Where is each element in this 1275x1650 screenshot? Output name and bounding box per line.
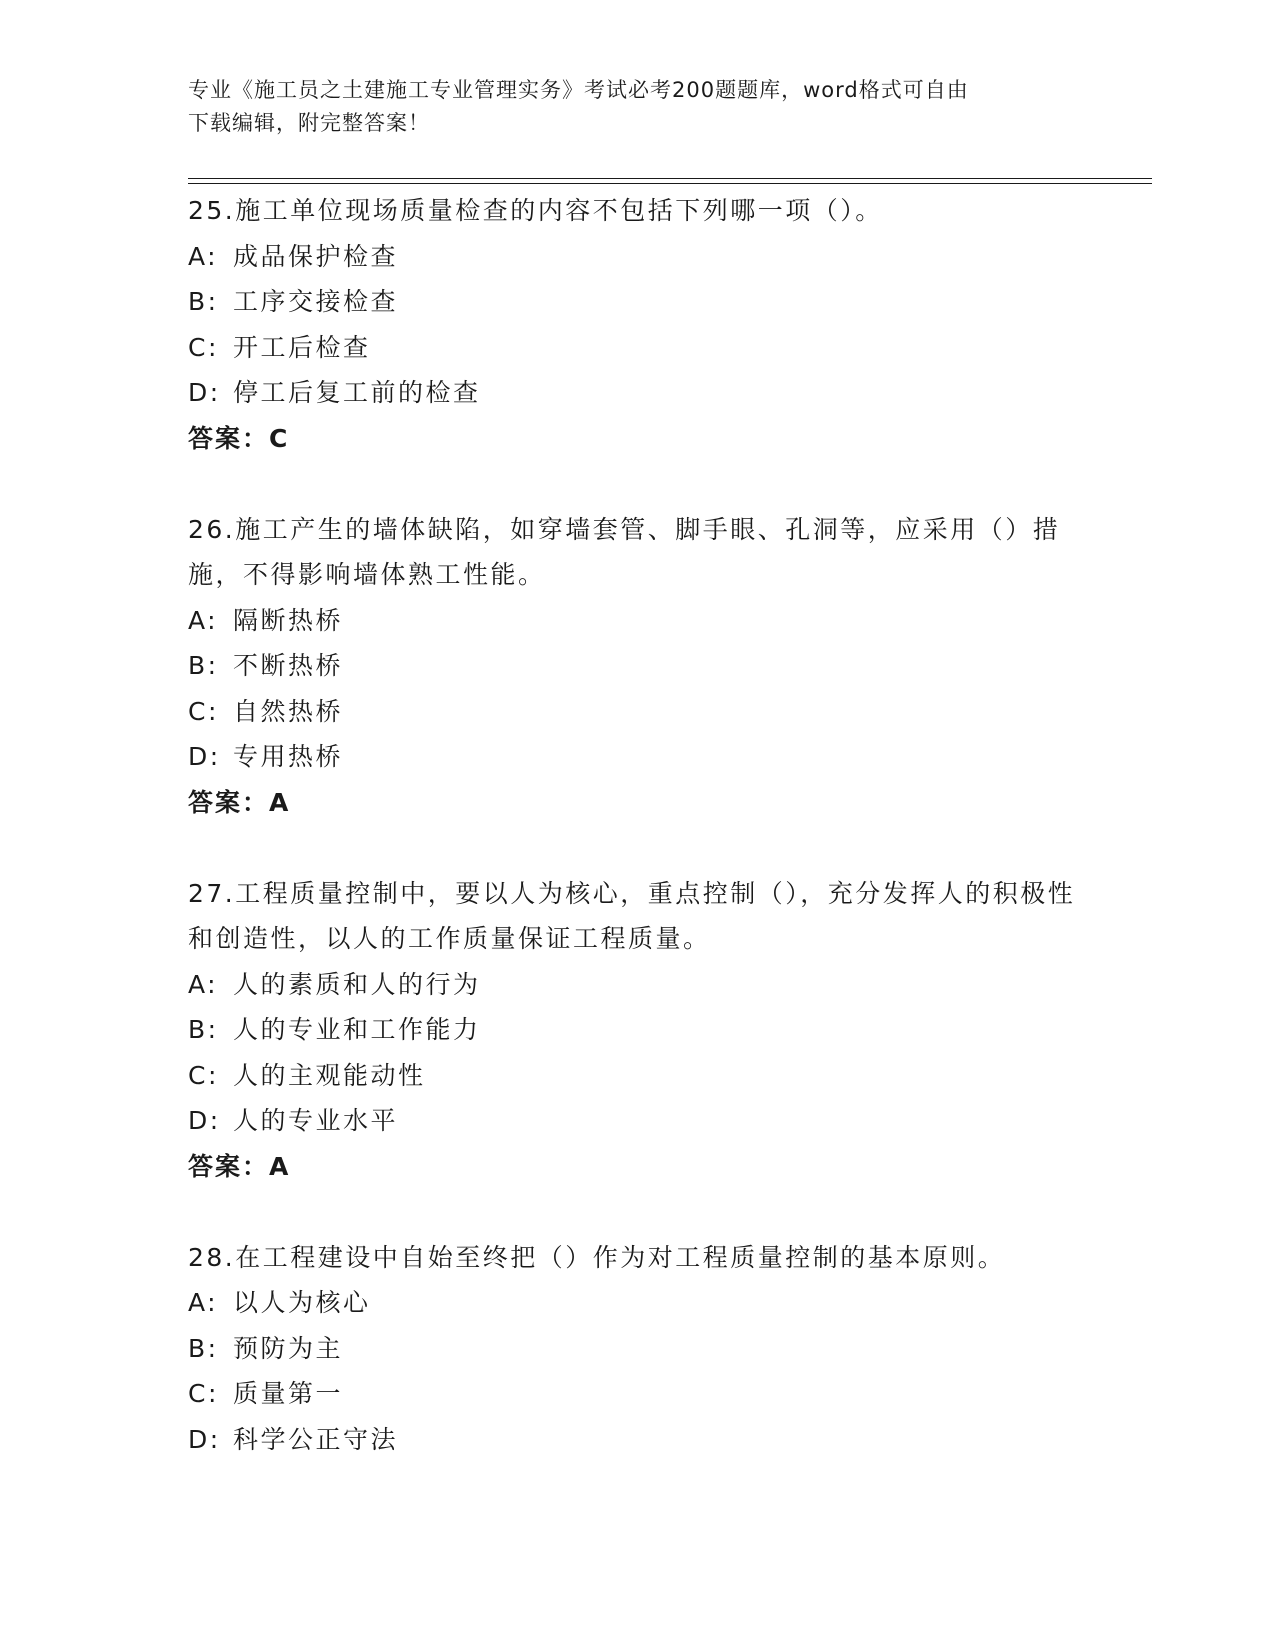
option-text: 工序交接检查 — [233, 287, 399, 316]
option-text: 成品保护检查 — [233, 241, 399, 271]
answer-line: 答案：A — [188, 787, 291, 817]
option-key: B: — [188, 287, 219, 316]
option-key: A: — [188, 241, 219, 271]
option-d — [188, 1098, 1088, 1144]
option-b — [188, 1007, 1088, 1053]
option-text: 不断热桥 — [233, 651, 344, 680]
option-d — [188, 370, 1088, 416]
option-key: C: — [188, 332, 219, 362]
option-text: 人的素质和人的行为 — [233, 969, 481, 999]
option-a — [188, 1280, 1088, 1326]
question-stem: 28.在工程建设中自始至终把（）作为对工程质量控制的基本原则。 — [188, 1242, 1006, 1272]
question-28 — [188, 1235, 1088, 1463]
option-key: C: — [188, 1379, 219, 1408]
question-list — [188, 188, 1088, 1462]
header-divider-top — [188, 178, 1152, 179]
option-text: 科学公正守法 — [233, 1424, 399, 1454]
option-a — [188, 234, 1088, 280]
question-spacer — [188, 461, 1088, 507]
option-c — [188, 325, 1088, 371]
option-text: 停工后复工前的检查 — [233, 378, 481, 407]
option-d — [188, 734, 1088, 780]
option-text: 隔断热桥 — [233, 605, 344, 635]
question-spacer — [188, 1189, 1088, 1235]
option-key: A: — [188, 605, 219, 635]
option-key: B: — [188, 651, 219, 680]
option-key: C: — [188, 1060, 219, 1090]
question-25 — [188, 188, 1088, 461]
option-a — [188, 962, 1088, 1008]
option-text: 人的专业和工作能力 — [233, 1015, 481, 1044]
option-a — [188, 598, 1088, 644]
option-text: 质量第一 — [233, 1379, 344, 1408]
option-c — [188, 1053, 1088, 1099]
option-key: D: — [188, 742, 221, 771]
option-key: B: — [188, 1015, 219, 1044]
option-text: 自然热桥 — [233, 696, 344, 726]
question-stem: 25.施工单位现场质量检查的内容不包括下列哪一项（）。 — [188, 196, 883, 225]
answer-line: 答案：A — [188, 1151, 291, 1181]
question-27 — [188, 871, 1088, 1190]
option-key: B: — [188, 1333, 219, 1363]
option-b — [188, 1326, 1088, 1372]
option-b — [188, 643, 1088, 689]
option-text: 人的专业水平 — [233, 1106, 399, 1135]
question-stem: 27.工程质量控制中，要以人为核心，重点控制（），充分发挥人的积极性和创造性，以人的工作质量保证工程质量。 — [188, 878, 1076, 953]
option-text: 专用热桥 — [233, 742, 344, 771]
question-26 — [188, 507, 1088, 826]
question-stem: 26.施工产生的墙体缺陷，如穿墙套管、脚手眼、孔洞等，应采用（）措施，不得影响墙体熟工性能。 — [188, 514, 1061, 589]
option-key: A: — [188, 1288, 219, 1317]
option-text: 预防为主 — [233, 1333, 344, 1363]
question-spacer — [188, 825, 1088, 871]
option-text: 开工后检查 — [233, 332, 371, 362]
option-key: D: — [188, 1106, 221, 1135]
option-text: 人的主观能动性 — [233, 1060, 426, 1090]
option-key: D: — [188, 1424, 221, 1454]
option-text: 以人为核心 — [233, 1288, 371, 1317]
document-header — [188, 74, 1068, 140]
option-key: C: — [188, 696, 219, 726]
header-line-2: 下载编辑，附完整答案！ — [188, 111, 430, 135]
option-c — [188, 689, 1088, 735]
answer-line: 答案：C — [188, 423, 290, 453]
option-key: A: — [188, 969, 219, 999]
option-c — [188, 1371, 1088, 1417]
option-b — [188, 279, 1088, 325]
header-divider-bottom — [188, 183, 1152, 184]
option-key: D: — [188, 378, 221, 407]
header-line-1: 专业《施工员之土建施工专业管理实务》考试必考200题题库，word格式可自由 — [188, 78, 969, 102]
option-d — [188, 1417, 1088, 1463]
